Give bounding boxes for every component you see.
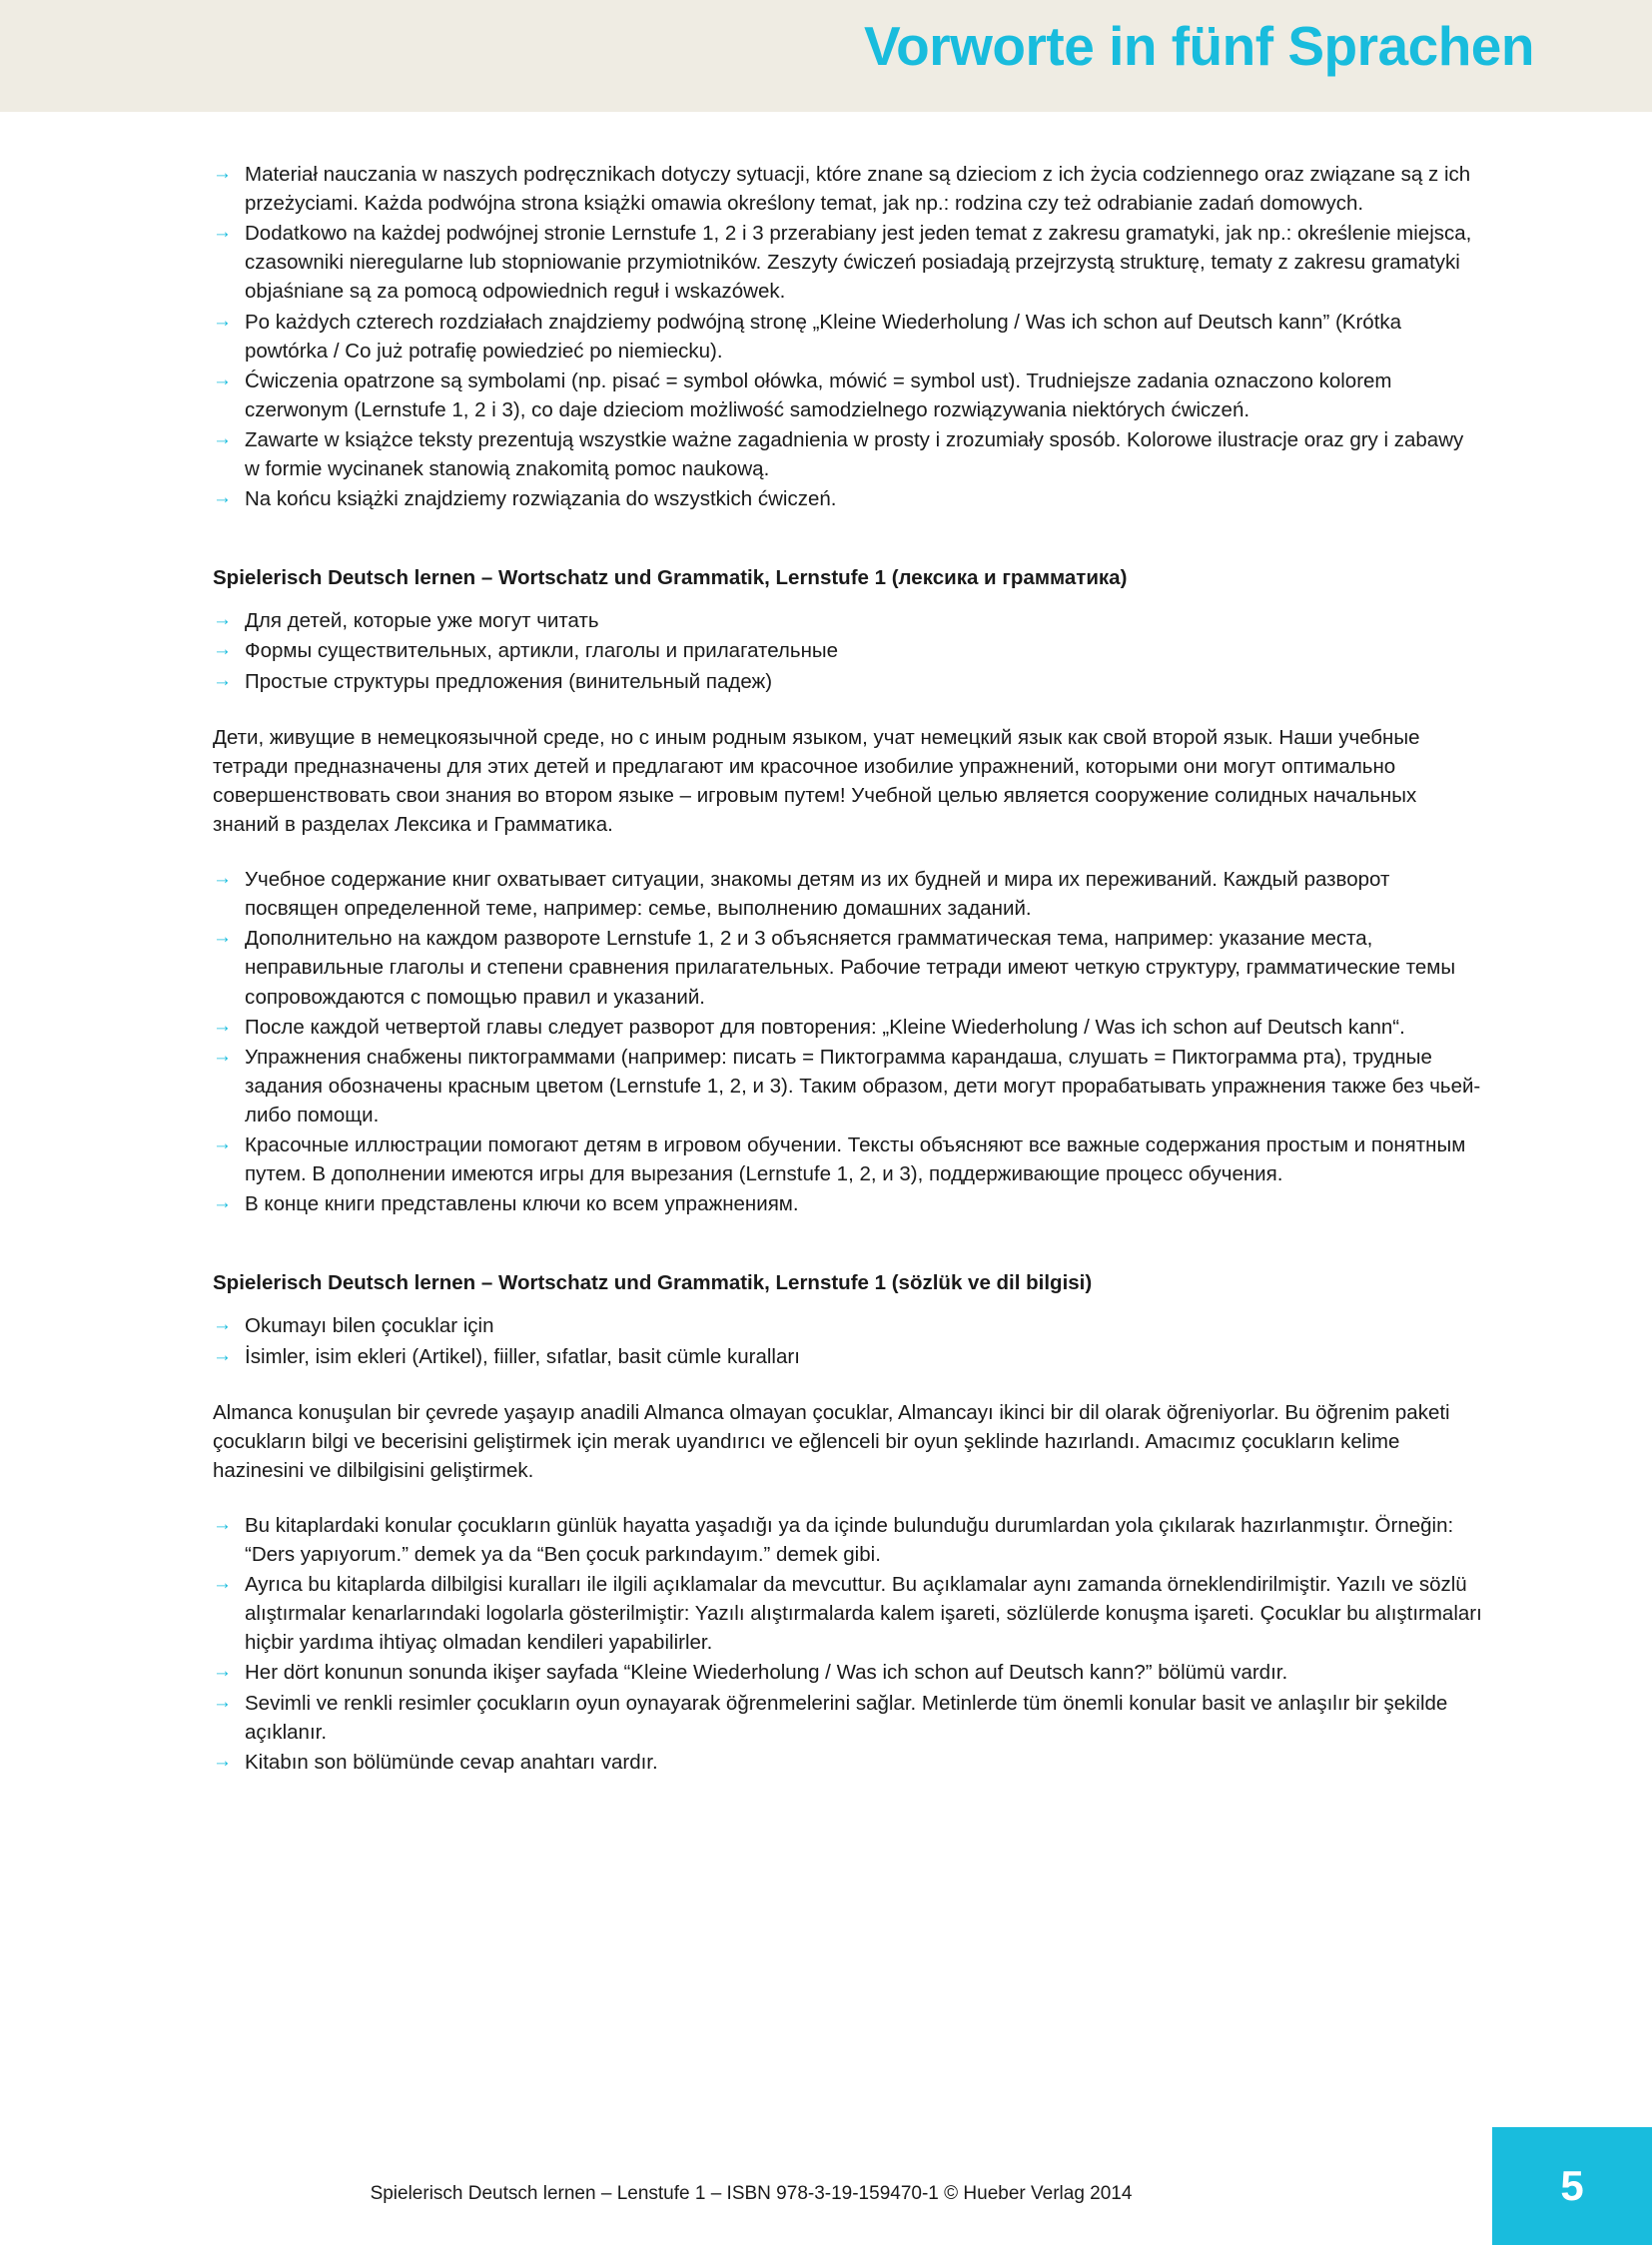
arrow-icon: → <box>213 1015 232 1037</box>
list-item-text: Упражнения снабжены пиктограммами (например: писать = Пиктограмма карандаша, слушать = Пиктограмма рта), трудные задания обозначены красным цветом (Lernstufe 1, 2, и 3). Таким образом, дети могут прорабатывать упражнения также без чьей-либо помощи. <box>245 1045 1481 1126</box>
arrow-icon: → <box>213 1750 232 1772</box>
arrow-icon: → <box>213 487 232 509</box>
spacer <box>213 839 1482 865</box>
footer-source-text: Spielerisch Deutsch lernen – Lenstufe 1 – ISBN 978-3-19-159470-1 © Hueber Verlag 2014 <box>370 2183 1133 2204</box>
list-item-text: После каждой четвертой главы следует разворот для повторения: „Kleine Wiederholung / Was ich schon auf Deutsch kann“. <box>245 1015 1405 1039</box>
list-item-text: Для детей, которые уже могут читать <box>245 609 599 633</box>
arrow-icon: → <box>213 669 232 691</box>
list-item <box>213 865 1482 923</box>
list-item-text: Materiał nauczania w naszych podręcznikach dotyczy sytuacji, które znane są dzieciom z ich życia codziennego oraz związane są z ich przeżyciami. Każda podwójna strona książki omawia określony temat, jak np.: rodzina czy też odrabianie zadań domowych. <box>245 163 1471 216</box>
list-item <box>213 425 1482 483</box>
list-item <box>213 1689 1482 1747</box>
arrow-icon: → <box>213 310 232 332</box>
arrow-icon: → <box>213 1691 232 1713</box>
list-item <box>213 1342 1482 1371</box>
list-item <box>213 1748 1482 1777</box>
turkish-bullet-list <box>213 1511 1482 1777</box>
list-item <box>213 308 1482 366</box>
list-item-text: İsimler, isim ekleri (Artikel), fiiller, sıfatlar, basit cümle kuralları <box>245 1344 800 1368</box>
arrow-icon: → <box>213 1513 232 1535</box>
list-item <box>213 1658 1482 1687</box>
list-item <box>213 1013 1482 1042</box>
list-item-text: Sevimli ve renkli resimler çocukların oyun oynayarak öğrenmelerini sağlar. Metinlerde tüm önemli konular basit ve anlaşılır bir şekilde açıklanır. <box>245 1691 1448 1744</box>
russian-section-heading: Spielerisch Deutsch lernen – Wortschatz und Grammatik, Lernstufe 1 (лексика и грамматика) <box>213 566 1128 590</box>
list-item-text: Dodatkowo na każdej podwójnej stronie Lernstufe 1, 2 i 3 przerabiany jest jeden temat z zakresu gramatyki, jak np.: określenie miejsca, czasowniki nieregularne lub stopniowanie przymiotników. Zeszyty ćwiczeń posiadają przejrzystą strukturę, tematy z zakresu gramatyki objaśniane są za pomocą odpowiednich reguł i wskazówek. <box>245 222 1472 304</box>
arrow-icon: → <box>213 927 232 949</box>
arrow-icon: → <box>213 369 232 390</box>
arrow-icon: → <box>213 1314 232 1336</box>
list-item <box>213 1570 1482 1657</box>
list-item <box>213 667 1482 696</box>
arrow-icon: → <box>213 1344 232 1366</box>
list-item-text: Bu kitaplardaki konular çocukların günlük hayatta yaşadığı ya da içinde bulunduğu durumlardan yola çıkılarak hazırlanmıştır. Örneğin: “Ders yapıyorum.” demek ya da “Ben çocuk parkındayım.” demek gibi. <box>245 1513 1454 1567</box>
spacer <box>213 1372 1482 1398</box>
list-item-text: Дополнительно на каждом развороте Lernstufe 1, 2 и 3 объясняется грамматическая тема, например: указание места, неправильные глаголы и степени сравнения прилагательных. Рабочие тетради имеют четкую структуру, грамматические темы сопровождаются с помощью правил и указаний. <box>245 927 1456 1009</box>
list-item <box>213 1130 1482 1188</box>
list-item-text: Ćwiczenia opatrzone są symbolami (np. pisać = symbol ołówka, mówić = symbol ust). Trudniejsze zadania oznaczono kolorem czerwonym (Lernstufe 1, 2 i 3), co daje dzieciom możliwość samodzielnego rozwiązywania niektórych ćwiczeń. <box>245 369 1392 421</box>
turkish-section-heading: Spielerisch Deutsch lernen – Wortschatz und Grammatik, Lernstufe 1 (sözlük ve dil bilgisi) <box>213 1271 1093 1295</box>
arrow-icon: → <box>213 1045 232 1067</box>
arrow-icon: → <box>213 639 232 661</box>
list-item <box>213 636 1482 665</box>
list-item <box>213 484 1482 513</box>
arrow-icon: → <box>213 1192 232 1214</box>
list-item <box>213 1311 1482 1340</box>
list-item-text: Zawarte w książce teksty prezentują wszystkie ważne zagadnienia w prosty i zrozumiały sposób. Kolorowe ilustracje oraz gry i zabawy w formie wycinanek stanowią znakomitą pomoc naukową. <box>245 427 1464 481</box>
list-item <box>213 924 1482 1011</box>
spacer <box>213 590 1482 606</box>
list-item-text: Okumayı bilen çocuklar için <box>245 1314 494 1338</box>
list-item-text: Po każdych czterech rozdziałach znajdziemy podwójną stronę „Kleine Wiederholung / Was ich schon auf Deutsch kann” (Krótka powtórka / Co już potrafię powiedzieć po niemiecku). <box>245 310 1402 363</box>
list-item-text: Her dört konunun sonunda ikişer sayfada “Kleine Wiederholung / Was ich schon auf Deutsch kann?” bölümü vardır. <box>245 1661 1288 1685</box>
turkish-intro-paragraph: Almanca konuşulan bir çevrede yaşayıp anadili Almanca olmayan çocuklar, Almancayı ikinci bir dil olarak öğreniyorlar. Bu öğrenim paketi çocukların bilgi ve becerisini geliştirmek için merak uyandırıcı ve eğlenceli bir oyun şeklinde hazırlandı. Amacımız çocukların kelime hazinesini ve dilbilgisini geliştirmek. <box>213 1400 1450 1482</box>
page-title: Vorworte in fünf Sprachen <box>864 15 1534 77</box>
arrow-icon: → <box>213 1573 232 1595</box>
arrow-icon: → <box>213 1133 232 1155</box>
list-item-text: Ayrıca bu kitaplarda dilbilgisi kuralları ile ilgili açıklamalar da mevcuttur. Bu açıklamalar aynı zamanda örneklendirilmiştir. Yazılı ve sözlü alıştırmalar kenarlarındaki logolarla gösterilmiştir: Yazılı alıştırmalarda kalem işareti, sözlülerde konuşma işareti. Çocuklar bu alıştırmaları hiçbir yardıma ihtiyaç olmadan kendileri yapabilirler. <box>245 1573 1482 1655</box>
spacer <box>213 1219 1482 1271</box>
list-item <box>213 160 1482 218</box>
russian-bullet-list <box>213 865 1482 1218</box>
arrow-icon: → <box>213 222 232 244</box>
list-item-text: В конце книги представлены ключи ко всем упражнениям. <box>245 1192 799 1216</box>
turkish-top-bullet-list <box>213 1311 1482 1370</box>
list-item <box>213 606 1482 635</box>
arrow-icon: → <box>213 1661 232 1683</box>
page-number-badge: 5 <box>1492 2127 1652 2245</box>
spacer <box>213 1485 1482 1511</box>
list-item <box>213 1189 1482 1218</box>
list-item-text: Учебное содержание книг охватывает ситуации, знакомы детям из их будней и мира их переживаний. Каждый разворот посвящен определенной теме, например: семье, выполнению домашних заданий. <box>245 868 1390 921</box>
page-content <box>0 112 1652 1777</box>
arrow-icon: → <box>213 868 232 890</box>
spacer <box>213 514 1482 566</box>
list-item-text: Простые структуры предложения (винительный падеж) <box>245 669 773 693</box>
arrow-icon: → <box>213 427 232 449</box>
spacer <box>213 697 1482 723</box>
list-item <box>213 367 1482 424</box>
polish-bullet-list <box>213 160 1482 513</box>
list-item-text: Формы существительных, артикли, глаголы и прилагательные <box>245 639 839 663</box>
page-header-band <box>0 0 1652 112</box>
spacer <box>213 1295 1482 1311</box>
list-item <box>213 1511 1482 1569</box>
list-item-text: Красочные иллюстрации помогают детям в игровом обучении. Тексты объясняют все важные содержания простым и понятным путем. В дополнении имеются игры для вырезания (Lernstufe 1, 2, и 3), поддерживающие процесс обучения. <box>245 1133 1466 1186</box>
list-item <box>213 1043 1482 1129</box>
arrow-icon: → <box>213 609 232 631</box>
russian-top-bullet-list <box>213 606 1482 695</box>
page-footer <box>0 2127 1652 2245</box>
list-item-text: Na końcu książki znajdziemy rozwiązania do wszystkich ćwiczeń. <box>245 487 837 511</box>
arrow-icon: → <box>213 163 232 184</box>
list-item <box>213 219 1482 306</box>
russian-intro-paragraph: Дети, живущие в немецкоязычной среде, но с иным родным языком, учат немецкий язык как свой второй язык. Наши учебные тетради предназначены для этих детей и предлагают им красочное изобилие упражнений, которыми они могут оптимально совершенствовать свои знания во втором языке – игровым путем! Учебной целью является сооружение солидных начальных знаний в разделах Лексика и Грамматика. <box>213 725 1420 836</box>
list-item-text: Kitabın son bölümünde cevap anahtarı vardır. <box>245 1750 658 1774</box>
